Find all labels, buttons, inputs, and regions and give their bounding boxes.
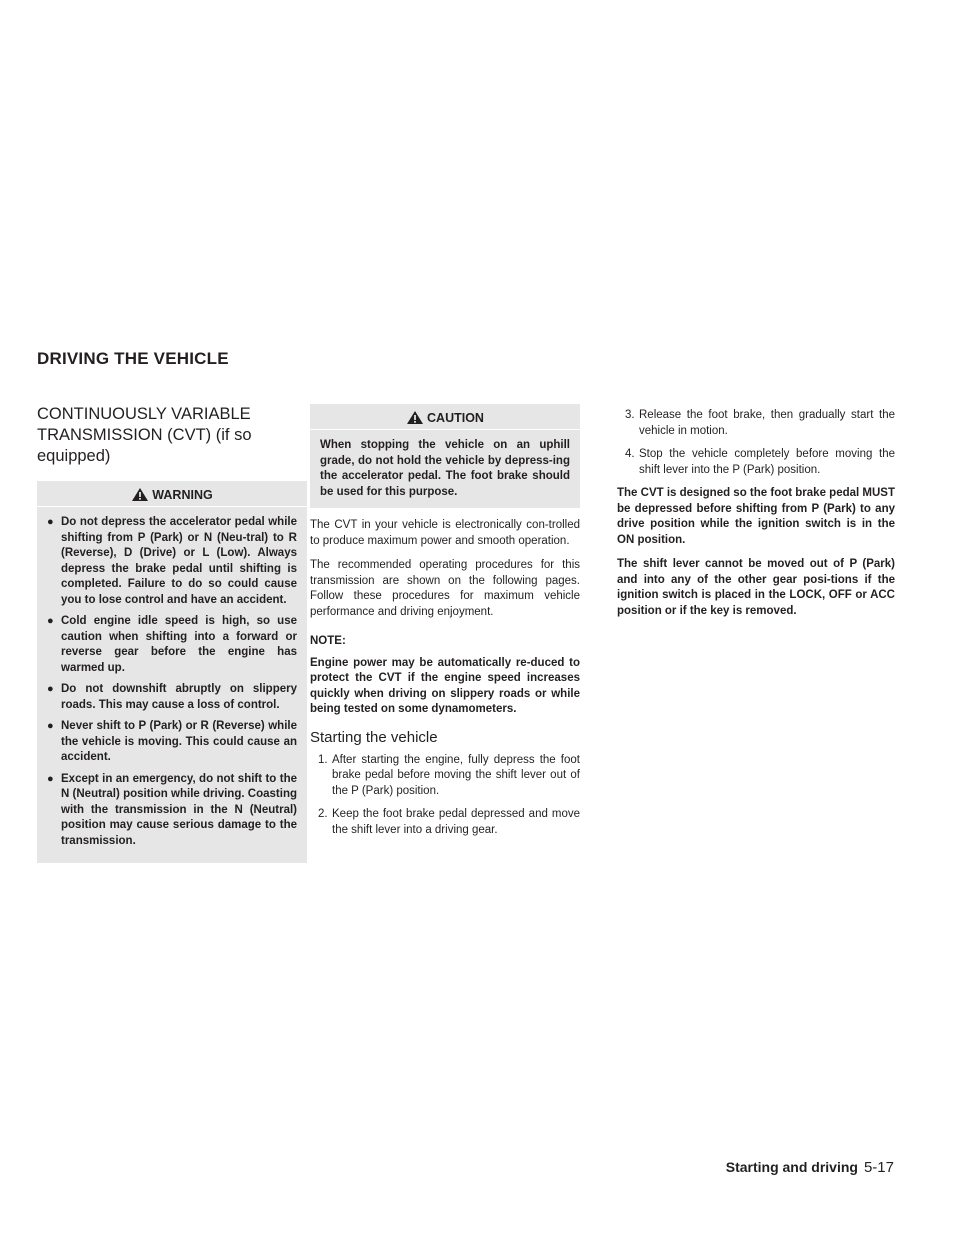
warning-list (47, 515, 297, 849)
steps-list (310, 753, 580, 839)
middle-column (310, 404, 580, 846)
caution-label: CAUTION (427, 410, 484, 425)
note-text: Engine power may be automatically re-duced to protect the CVT if the engine speed increases quickly when driving on slippery roads or while being tested on some dynamometers. (310, 656, 580, 715)
step-item (310, 753, 580, 800)
step-number: 2. (318, 808, 328, 820)
page-number: 5-17 (863, 1159, 894, 1176)
step-item (617, 408, 895, 439)
note-label: NOTE: (310, 635, 346, 647)
step-number: 3. (625, 409, 635, 421)
warning-box (37, 481, 307, 863)
bullet-icon: ● (47, 720, 54, 732)
caution-box (310, 404, 580, 508)
subsection-title: Starting the vehicle (310, 728, 438, 746)
step-number: 1. (318, 753, 328, 766)
right-column (617, 408, 895, 628)
caution-text: When stopping the vehicle on an uphill grade, do not hold the vehicle by depress-ing the accelerator pedal. The foot brake should be used for this purpose. (320, 439, 570, 498)
bold-paragraph: The shift lever cannot be moved out of P (Park) and into any of the other gear posi-tions if the ignition switch is placed in the LOCK, OFF or ACC position or if the key is removed. (617, 558, 895, 617)
step-item (617, 447, 895, 478)
warning-item: ● Never shift to P (Park) or R (Reverse) while the vehicle is moving. This could cause an accident. (47, 720, 297, 763)
warning-triangle-icon (406, 410, 424, 425)
step-text: After starting the engine, fully depress the foot brake pedal before moving the shift lever out of the P (Park) position. (332, 753, 580, 797)
paragraph: The CVT in your vehicle is electronically con-trolled to produce maximum power and smooth operation. (310, 519, 580, 547)
paragraph: The recommended operating procedures for this transmission are shown on the following pages. Follow these procedures for maximum vehicle performance and driving enjoyment. (310, 559, 580, 618)
page-footer (726, 1159, 894, 1176)
step-item (310, 807, 580, 838)
warning-header (37, 485, 307, 507)
warning-item: ● Except in an emergency, do not shift to the N (Neutral) position while driving. Coasting with the transmission in the N (Neutral) position may cause serious damage to the transmission. (47, 772, 297, 847)
bullet-icon: ● (47, 683, 54, 695)
title-line-3: equipped) (37, 447, 111, 465)
warning-label: WARNING (152, 487, 213, 502)
steps-list (617, 408, 895, 478)
warning-item: ● Cold engine idle speed is high, so use caution when shifting into a forward or reverse gear before the engine has warmed up. (47, 615, 297, 674)
warning-item: ● Do not depress the accelerator pedal while shifting from P (Park) or N (Neu-tral) to R (Reverse), D (Drive) or L (Low). Always depress the brake pedal until shifting is completed. Failure to do so could cause you to lose control and have an accident. (47, 516, 297, 606)
bullet-icon: ● (47, 615, 54, 627)
left-column (37, 404, 307, 863)
caution-header (310, 408, 580, 430)
step-text: Keep the foot brake pedal depressed and move the shift lever into a driving gear. (332, 808, 580, 836)
step-text: Stop the vehicle completely before moving the shift lever into the P (Park) position. (639, 448, 895, 476)
step-text: Release the foot brake, then gradually start the vehicle in motion. (639, 409, 895, 437)
step-number: 4. (625, 448, 635, 460)
section-header: DRIVING THE VEHICLE (37, 349, 229, 368)
warning-item: ● Do not downshift abruptly on slippery roads. This may cause a loss of control. (47, 683, 297, 711)
footer-section-label: Starting and driving (725, 1159, 858, 1175)
title-line-2: TRANSMISSION (CVT) (if so (37, 426, 252, 444)
bullet-icon: ● (47, 772, 54, 785)
title-line-1: CONTINUOUSLY VARIABLE (37, 405, 251, 423)
bold-paragraph: The CVT is designed so the foot brake pedal MUST be depressed before shifting from P (Park) to any drive position while the ignition switch is in the ON position. (617, 487, 895, 546)
page-title (37, 404, 307, 467)
bullet-icon: ● (47, 516, 54, 528)
warning-triangle-icon (131, 487, 149, 502)
